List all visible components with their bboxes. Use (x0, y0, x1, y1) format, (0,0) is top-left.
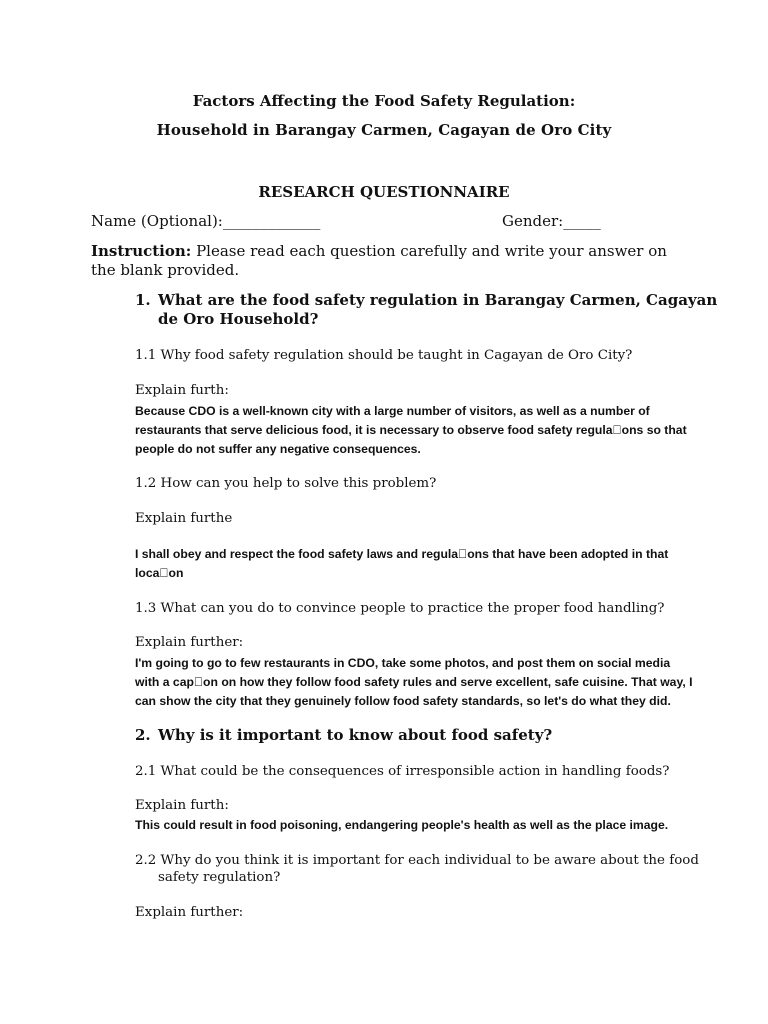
explain-label-2-1: Explain furth: (135, 798, 229, 813)
section1-question (158, 291, 717, 329)
question-1-2: 1.2 How can you help to solve this problem? (135, 476, 437, 491)
section2-question: Why is it important to know about food safety? (158, 726, 553, 744)
answer-line: I shall obey and respect the food safety laws and regula ons that have been adopted in that (135, 547, 669, 561)
answer-line: I'm going to go to few restaurants in CDO, take some photos, and post them on social media (135, 656, 671, 670)
answer-line: loca on (135, 566, 184, 580)
explain-label-1-2: Explain furthe (135, 511, 233, 526)
explain-label-1-1: Explain furth: (135, 383, 229, 398)
section1-question-line2: de Oro Household? (158, 310, 319, 328)
answer-2-1 (135, 816, 668, 835)
question-2-2: 2.2 Why do you think it is important for each individual to be aware about the food (135, 853, 699, 868)
explain-label-2-2: Explain further: (135, 905, 244, 920)
answer-line: This could result in food poisoning, endangering people's health as well as the place image. (135, 818, 669, 832)
section2-number: 2. (135, 726, 151, 744)
section1-number: 1. (135, 291, 151, 309)
question-1-3: 1.3 What can you do to convince people to practice the proper food handling? (135, 601, 665, 616)
question-1-1: 1.1 Why food safety regulation should be taught in Cagayan de Oro City? (135, 348, 633, 363)
explain-label-1-3: Explain further: (135, 635, 244, 650)
section1-question-line1: What are the food safety regulation in Barangay Carmen, Cagayan (158, 291, 718, 309)
question-2-1: 2.1 What could be the consequences of irresponsible action in handling foods? (135, 764, 670, 779)
questionnaire-heading: RESEARCH QUESTIONNAIRE (258, 183, 510, 201)
answer-1-1 (135, 402, 687, 459)
answer-line: Because CDO is a well-known city with a large number of visitors, as well as a number of (135, 404, 650, 418)
answer-line: restaurants that serve delicious food, it is necessary to observe food safety regula ons so that (135, 423, 687, 437)
document-subtitle: Household in Barangay Carmen, Cagayan de Oro City (156, 121, 612, 139)
question-2-2-continued: safety regulation? (158, 870, 281, 885)
answer-1-3 (135, 654, 693, 711)
gender-field-label: Gender:_____ (502, 212, 601, 230)
answer-line: with a cap on on how they follow food safety rules and serve excellent, safe cuisine. That way, I (135, 675, 693, 689)
answer-line: can show the city that they genuinely follow food safety standards, so let's do what they did. (135, 694, 671, 708)
answer-line: people do not suffer any negative consequences. (135, 442, 421, 456)
instruction-paragraph (91, 242, 691, 280)
document-title: Factors Affecting the Food Safety Regulation: (192, 92, 576, 110)
instruction-text: Please read each question carefully and write your answer on the blank provided. (91, 242, 667, 279)
name-field-label: Name (Optional):_____________ (91, 212, 321, 230)
instruction-label: Instruction: (91, 242, 192, 260)
answer-1-2 (135, 545, 668, 583)
